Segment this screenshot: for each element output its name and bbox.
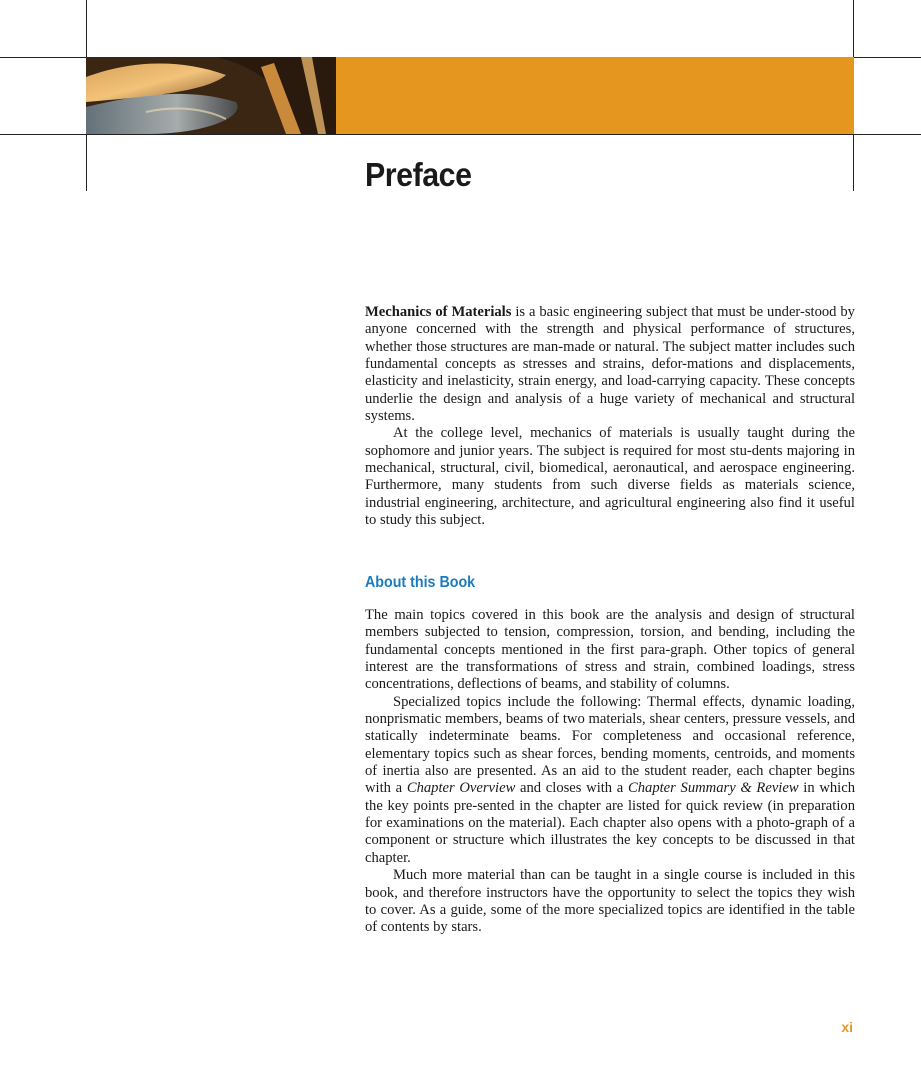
about-book-text [365, 607, 855, 937]
banner-photo [86, 57, 336, 134]
about-paragraph-1: The main topics covered in this book are the analysis and design of structural members subjected to tension, compression, torsion, and bending, including the fundamental concepts mentioned in the first para-graph. Other topics of general interest are the transformations of stress and strain, combined loadings, stress concentrations, deflections of beams, and stability of columns. [365, 607, 855, 693]
trim-line-bottom [0, 134, 921, 135]
about-paragraph-3: Much more material than can be taught in a single course is included in this book, and therefore instructors have the opportunity to select the topics they wish to cover. As a guide, some of the more specialized topics are identified in the table of contents by stars. [365, 867, 855, 936]
about-paragraph-2: Specialized topics include the following: Thermal effects, dynamic loading, nonprismatic members, beams of two materials, shear centers, pressure vessels, and statically indeterminate beams. For completeness and occasional reference, elementary topics such as shear forces, bending moments, centroids, and moments of inertia also are presented. As an aid to the student reader, each chapter begins with a Chapter Overview and closes with a Chapter Summary & Review in which the key points pre-sented in the chapter are listed for quick review (in preparation for examinations on the material). Each chapter also opens with a photo-graph of a component or structure which illustrates the key concepts to be discussed in that chapter. [365, 693, 855, 866]
page-number: xi [841, 1019, 853, 1035]
intro-paragraph-2: At the college level, mechanics of materials is usually taught during the sophomore and junior years. The subject is required for most stu-dents majoring in mechanical, structural, civil, biomedical, aeronautical, and aerospace engineering. Furthermore, many students from such diverse fields as materials science, industrial engineering, architecture, and agricultural engineering also find it useful to study this subject. [365, 425, 855, 529]
section-heading: About this Book [365, 574, 476, 591]
intro-paragraph-1: Mechanics of Materials is a basic engineering subject that must be under-stood by anyone concerned with the strength and physical performance of structures, whether those structures are man-made or natural. The subject matter includes such fundamental concepts as stresses and strains, defor-mations and displacements, elasticity and inelasticity, strain energy, and load-carrying capacity. These concepts underlie the design and analysis of a huge variety of mechanical and structural systems. [365, 304, 855, 425]
chapter-banner [86, 57, 854, 134]
intro-text [365, 304, 855, 529]
subject-name: Mechanics of Materials [365, 304, 512, 320]
page-title: Preface [365, 156, 472, 193]
